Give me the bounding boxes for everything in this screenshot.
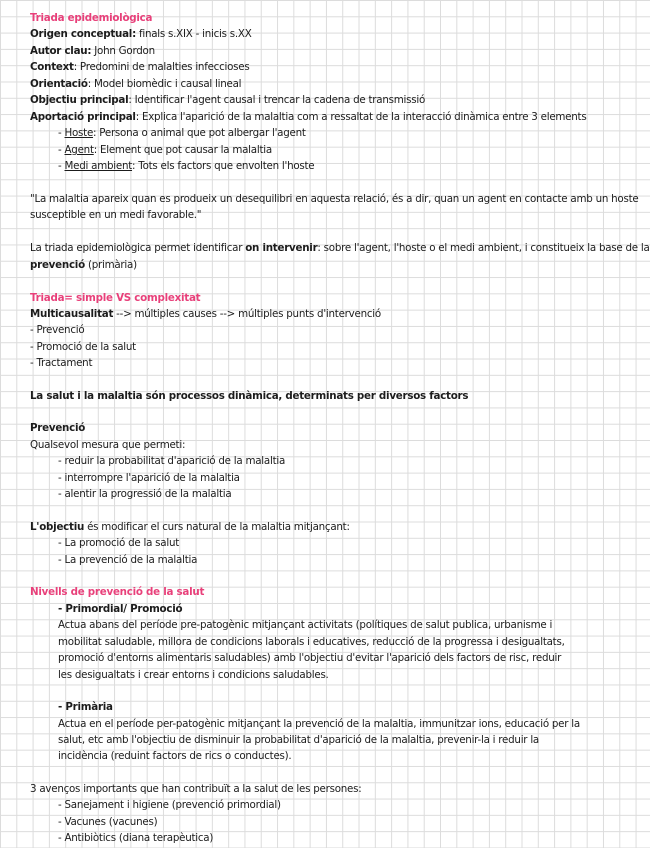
quote-line-1: "La malaltia apareix quan es produeix un desequilibri en aquesta relació, és a dir, quan un agent en contacte amb un hoste: [30, 193, 639, 205]
prevencio-heading: Prevenció: [30, 422, 86, 434]
section-title-triada: Triada epidemiològica: [30, 12, 153, 24]
aportacio-line: [30, 109, 587, 125]
bold-statement: La salut i la malaltia són processos dinàmica, determinats per diversos factors: [30, 390, 469, 402]
quote-line-2: susceptible en un medi favorable.": [30, 209, 202, 221]
prevencio-intro: Qualsevol mesura que permeti:: [30, 439, 186, 451]
text: : sobre l'agent, l'hoste o el medi ambient, i constitueix la base de la: [317, 242, 650, 254]
objectiu-value: : Identificar l'agent causal i trencar la cadena de transmissió: [128, 94, 426, 106]
origen-line: [30, 26, 587, 42]
element-desc: : Tots els factors que envolten l'hoste: [132, 160, 315, 172]
origen-value: finals s.XIX - inicis s.XX: [135, 28, 252, 40]
paragraph-line: les desigualtats i crear entorns i condicions saludables.: [58, 669, 329, 681]
origen-label: Origen conceptual:: [30, 28, 136, 40]
list-item: - alentir la progressió de la malaltia: [58, 488, 232, 500]
list-item: - Promoció de la salut: [30, 341, 136, 353]
element-medi: [58, 158, 587, 174]
dash: -: [58, 144, 65, 156]
list-item: - interrompre l'aparició de la malaltia: [58, 472, 240, 484]
list-item: - reduir la probabilitat d'aparició de la malaltia: [58, 455, 286, 467]
section-title-complexitat: Triada= simple VS complexitat: [30, 292, 201, 304]
on-intervenir: on intervenir: [245, 242, 318, 254]
context-line: [30, 59, 587, 75]
autor-line: [30, 43, 587, 59]
autor-label: Autor clau:: [30, 45, 92, 57]
autor-value: John Gordon: [91, 45, 155, 57]
dash: -: [58, 160, 65, 172]
text: La triada epidemiològica permet identificar: [30, 242, 246, 254]
section-title-nivells: Nivells de prevenció de la salut: [30, 586, 205, 598]
list-item: - La promoció de la salut: [58, 537, 180, 549]
orientacio-line: [30, 76, 587, 92]
orientacio-label: Orientació: [30, 78, 88, 90]
list-item: - Prevenció: [30, 324, 85, 336]
aportacio-value: : Explica l'aparició de la malaltia com a ressaltat de la interacció dinàmica entre 3 elements: [135, 111, 587, 123]
element-name: Hoste: [64, 127, 94, 139]
orientacio-value: : Model biomèdic i causal lineal: [87, 78, 242, 90]
list-item: - Vacunes (vacunes): [58, 816, 158, 828]
paragraph-line: promoció d'entorns alimentaris saludables) amb l'objectiu d'evitar l'aparició dels factors de risc, reduir: [58, 652, 562, 664]
context-label: Context: [30, 61, 74, 73]
dash: -: [58, 127, 65, 139]
avencos-intro: 3 avenços importants que han contribuït a la salut de les persones:: [30, 783, 362, 795]
paragraph-line: incidència (reduint factors de rics o conductes).: [58, 750, 292, 762]
paragraph-line: Actua en el període per-patogènic mitjançant la prevenció de la malaltia, immunitzar ions, educació per la: [58, 718, 580, 730]
element-desc: : Persona o animal que pot albergar l'agent: [93, 127, 306, 139]
objectiu-modificar-line: [30, 519, 587, 535]
aportacio-label: Aportació principal: [30, 111, 136, 123]
objectiu-label-2: L'objectiu: [30, 521, 85, 533]
element-hoste: [58, 125, 587, 141]
objectiu-label: Objectiu principal: [30, 94, 129, 106]
multicausalitat-value: --> múltiples causes --> múltiples punts d'intervenció: [113, 308, 381, 320]
text: (primària): [84, 259, 137, 271]
element-name: Agent: [64, 144, 94, 156]
primordial-title: - Primordial/ Promoció: [58, 603, 183, 615]
multicausalitat-line: [30, 306, 587, 322]
paragraph-line: salut, etc amb l'objectiu de disminuir la probabilitat d'aparició de la malaltia, prevenir-la i reduir la: [58, 734, 539, 746]
paragraph-line: mobilitat saludable, millora de condicions laborals i educatives, reducció de la progressa i desigualtats,: [58, 636, 565, 648]
list-item: - Antibiòtics (diana terapèutica): [58, 832, 214, 844]
objectiu-line: [30, 92, 587, 108]
element-name: Medi ambient: [64, 160, 133, 172]
paragraph-line: Actua abans del període pre-patogènic mitjançant activitats (polítiques de salut publica, urbanisme i: [58, 619, 553, 631]
list-item: - Tractament: [30, 357, 93, 369]
list-item: - Sanejament i higiene (prevenció primordial): [58, 799, 281, 811]
primaria-title: - Primària: [58, 701, 113, 713]
intervenir-line: [30, 240, 650, 256]
list-item: - La prevenció de la malaltia: [58, 554, 198, 566]
prevencio-bold: prevenció: [30, 259, 85, 271]
multicausalitat-label: Multicausalitat: [30, 308, 114, 320]
element-desc: : Element que pot causar la malaltia: [93, 144, 272, 156]
objectiu-value-2: és modificar el curs natural de la malaltia mitjançant:: [84, 521, 350, 533]
element-agent: [58, 142, 587, 158]
context-value: : Predomini de malalties infeccioses: [73, 61, 250, 73]
prevencio-line: [30, 257, 587, 273]
